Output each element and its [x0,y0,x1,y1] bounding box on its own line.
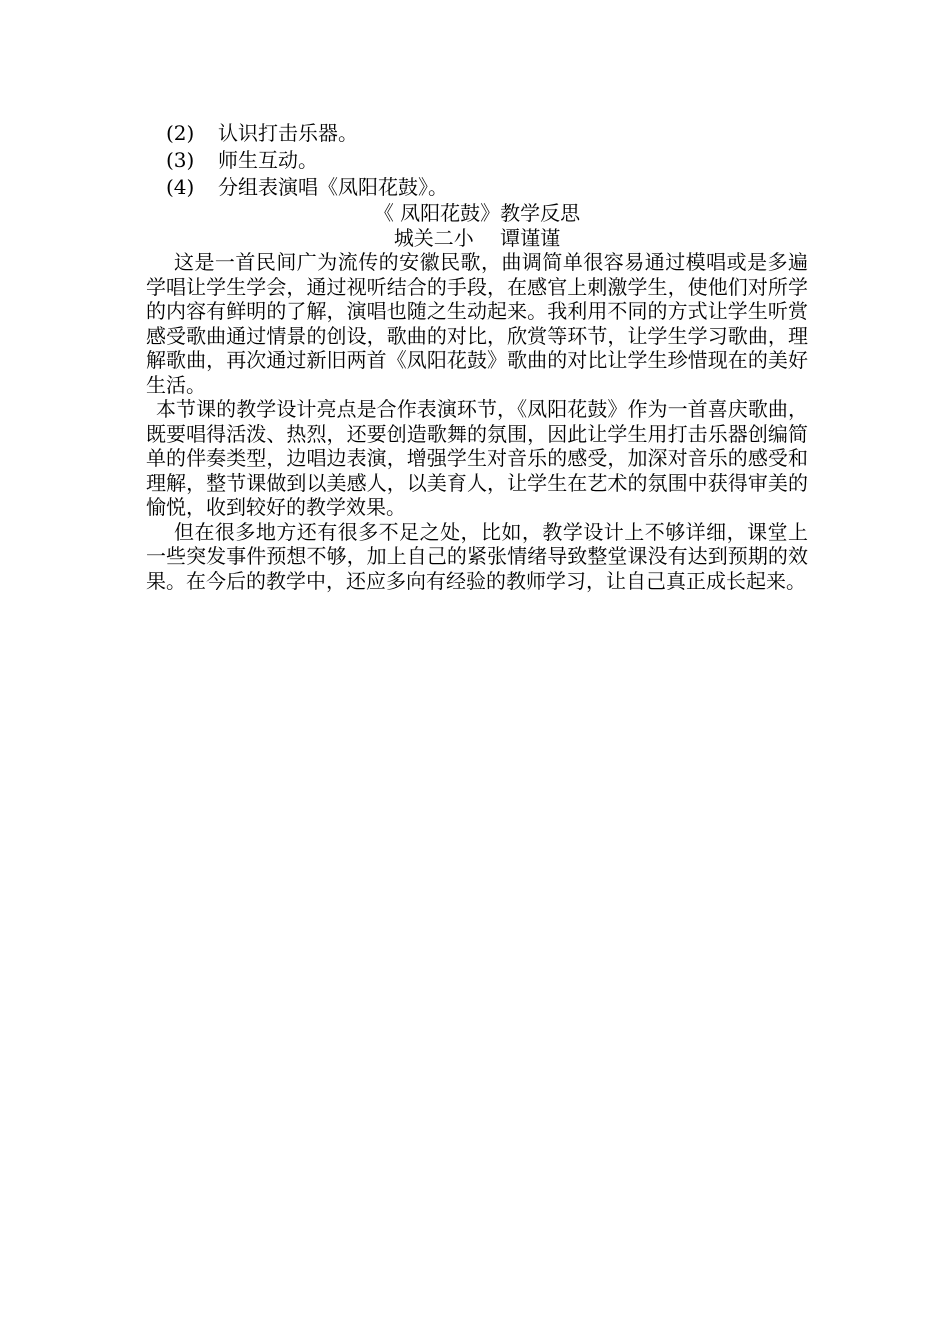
list-text: 师生互动。 [218,148,318,172]
list-text: 认识打击乐器。 [218,121,358,145]
list-item [146,120,808,147]
paragraph-1: 这是一首民间广为流传的安徽民歌，曲调简单很容易通过模唱或是多遍学唱让学生学会，通过视听结合的手段，在感官上刺激学生，使他们对所学的内容有鲜明的了解，演唱也随之生动起来。我利用不同的方式让学生听赏感受歌曲通过情景的创设，歌曲的对比，欣赏等环节，让学生学习歌曲，理解歌曲，再次通过新旧两首《凤阳花鼓》歌曲的对比让学生珍惜现在的美好生活。 [146,250,808,397]
paragraph-3: 但在很多地方还有很多不足之处，比如，教学设计上不够详细，课堂上一些突发事件预想不够，加上自己的紧张情绪导致整堂课没有达到预期的效果。在今后的教学中，还应多向有经验的教师学习，让自己真正成长起来。 [146,519,808,593]
list-item [146,147,808,174]
document-page [146,120,808,593]
list-number: (3) [166,148,195,172]
paragraph-2: 本节课的教学设计亮点是合作表演环节，《凤阳花鼓》作为一首喜庆歌曲，既要唱得活泼、热烈，还要创造歌舞的氛围，因此让学生用打击乐器创编简单的伴奏类型，边唱边表演，增强学生对音乐的感受，加深对音乐的感受和理解，整节课做到以美感人，以美育人，让学生在艺术的氛围中获得审美的愉悦，收到较好的教学效果。 [146,397,808,519]
list-text: 分组表演唱《凤阳花鼓》。 [218,175,448,199]
author-line: 城关二小 谭谨谨 [393,226,561,250]
document-title: 《 凤阳花鼓》教学反思 [373,201,581,225]
list-item [146,174,808,201]
list-number: (4) [166,175,195,199]
list-number: (2) [166,121,195,145]
